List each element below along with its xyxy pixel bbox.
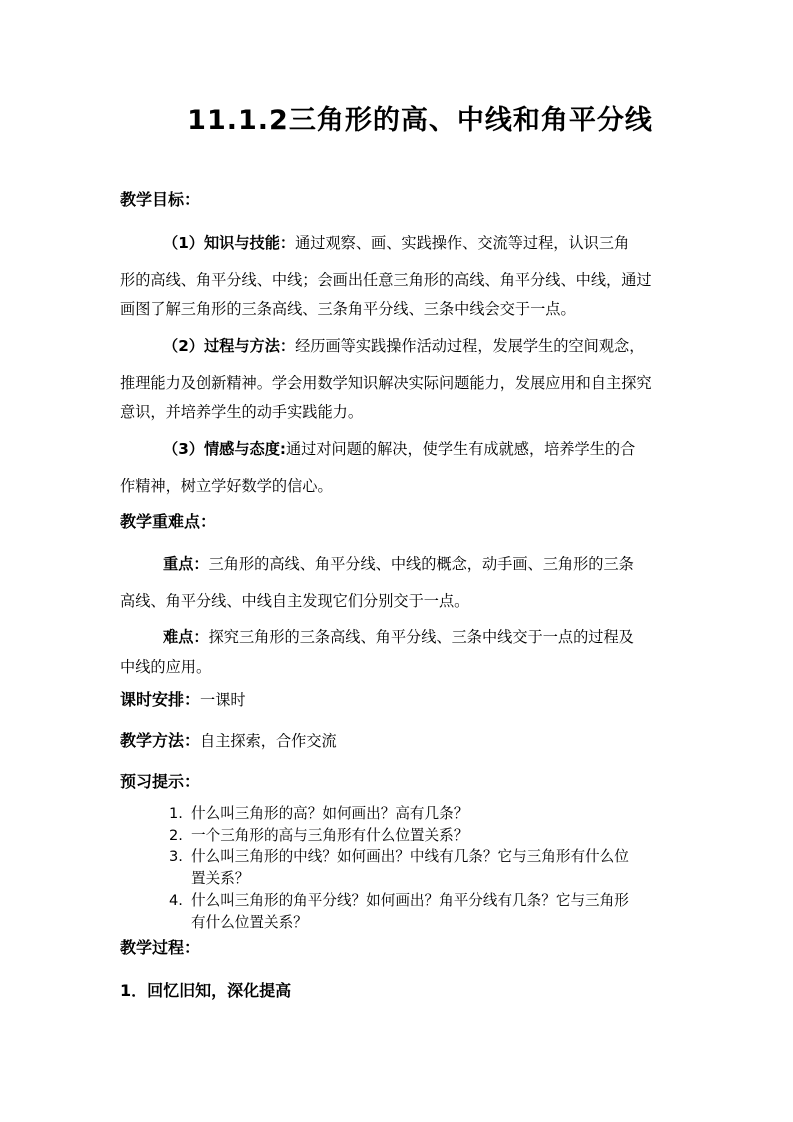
- goal-item-3: [163, 439, 635, 459]
- schedule-row: [120, 690, 246, 710]
- list-item-number: 4.: [169, 891, 183, 909]
- method-value: 自主探索，合作交流: [200, 732, 337, 750]
- list-item-number: 2.: [169, 826, 183, 844]
- schedule-label: 课时安排：: [120, 690, 201, 709]
- goal-item-3-line-2: 作精神，树立学好数学的信心。: [120, 477, 333, 495]
- list-item: [166, 825, 686, 847]
- goal-item-3-label: （3）情感与态度:: [163, 440, 286, 458]
- focus-text: 三角形的高线、角平分线、中线的概念，动手画、三角形的三条: [208, 555, 634, 573]
- focus-point: [163, 554, 634, 574]
- list-item: [166, 890, 686, 933]
- method-row: [120, 731, 337, 751]
- schedule-value: 一课时: [200, 691, 246, 709]
- goal-item-2-line-3: 意识，并培养学生的动手实践能力。: [120, 403, 363, 421]
- process-heading: 教学过程：: [120, 938, 201, 957]
- difficulty-point: [163, 627, 634, 647]
- list-item-number: 3.: [169, 848, 183, 866]
- focus-label: 重点：: [163, 555, 209, 573]
- goal-item-2: [163, 336, 644, 356]
- list-item-text: 一个三角形的高与三角形有什么位置关系？: [191, 826, 469, 844]
- difficulty-text: 探究三角形的三条高线、角平分线、三条中线交于一点的过程及: [208, 628, 634, 646]
- goal-item-1-label: （1）知识与技能：: [163, 234, 296, 252]
- difficulty-label: 难点：: [163, 628, 209, 646]
- goal-item-1-text: 通过观察、画、实践操作、交流等过程，认识三角: [295, 234, 630, 252]
- preview-heading: 预习提示：: [120, 772, 201, 791]
- focus-line-2: 高线、角平分线、中线自主发现它们分别交于一点。: [120, 592, 470, 610]
- goal-item-3-text: 通过对问题的解决，使学生有成就感，培养学生的合: [285, 440, 636, 458]
- goal-item-2-text: 经历画等实践操作活动过程，发展学生的空间观念，: [295, 337, 645, 355]
- goal-item-1-line-3: 画图了解三角形的三条高线、三条角平分线、三条中线会交于一点。: [120, 300, 576, 318]
- goal-item-2-line-2: 推理能力及创新精神。学会用数学知识解决实际问题能力，发展应用和自主探究: [120, 374, 652, 392]
- process-step-1: 1．回忆旧知，深化提高: [120, 981, 292, 1000]
- goal-item-2-label: （2）过程与方法：: [163, 337, 296, 355]
- goal-item-1: [163, 233, 629, 253]
- list-item-text-continued: 置关系？: [191, 870, 250, 888]
- keypoints-heading: 教学重难点：: [120, 512, 217, 531]
- difficulty-line-2: 中线的应用。: [120, 658, 212, 676]
- list-item-text: 什么叫三角形的角平分线？如何画出？角平分线有几条？它与三角形: [191, 891, 629, 909]
- list-item: [166, 803, 686, 825]
- list-item: [166, 846, 686, 889]
- list-item-text-continued: 有什么位置关系？: [191, 913, 308, 931]
- preview-list: [166, 803, 686, 933]
- page-title: 11.1.2三角形的高、中线和角平分线: [187, 105, 653, 136]
- method-label: 教学方法：: [120, 731, 201, 750]
- list-item-number: 1.: [169, 805, 183, 822]
- list-item-text: 什么叫三角形的中线？如何画出？中线有几条？它与三角形有什么位: [191, 848, 629, 866]
- list-item-text: 什么叫三角形的高？如何画出？高有几条？: [191, 805, 469, 822]
- goal-item-1-line-2: 形的高线、角平分线、中线；会画出任意三角形的高线、角平分线、中线，通过: [120, 271, 652, 289]
- goals-heading: 教学目标：: [120, 190, 201, 209]
